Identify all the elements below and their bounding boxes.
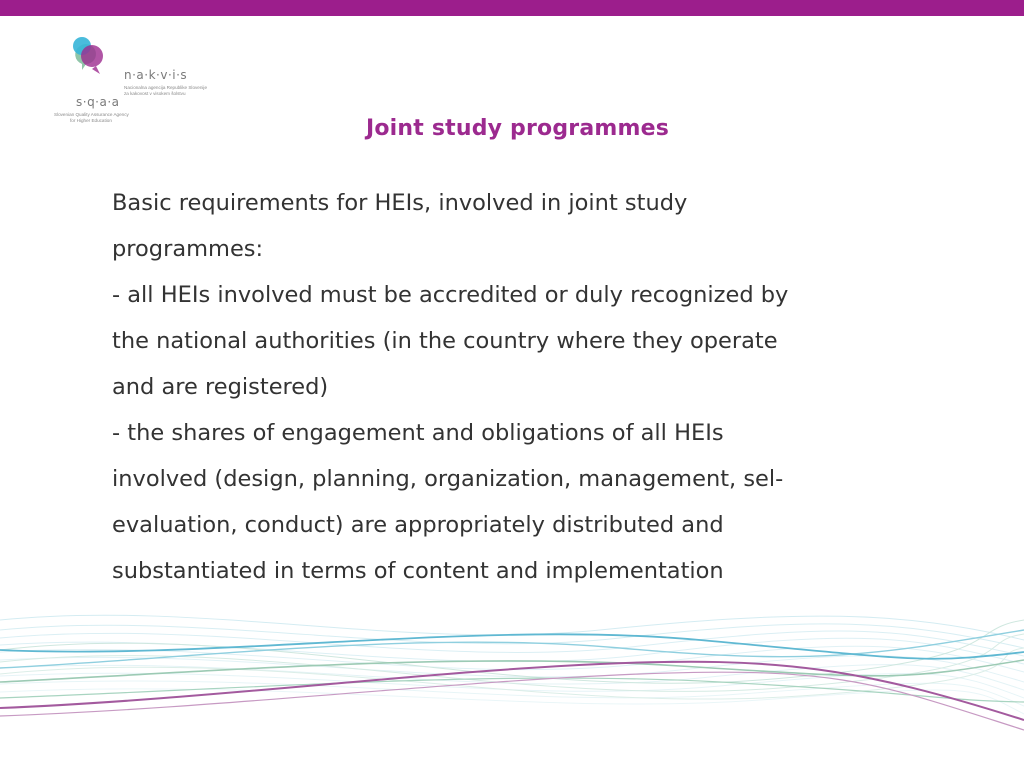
speech-bubbles-icon (66, 34, 126, 80)
body-line: programmes: (112, 236, 264, 262)
logo-sqaa-text: s·q·a·a (76, 95, 120, 109)
body-line: the national authorities (in the country where they operate (112, 328, 778, 354)
body-line: - all HEIs involved must be accredited or duly recognized by (112, 282, 789, 308)
body-line: involved (design, planning, organization, management, sel- (112, 466, 784, 492)
body-line: evaluation, conduct) are appropriately distributed and (112, 512, 724, 538)
logo-sqaa-subtitle-1: Slovenian Quality Assurance Agency (54, 112, 129, 117)
top-accent-bar (0, 0, 1024, 16)
body-line: - the shares of engagement and obligations of all HEIs (112, 420, 724, 446)
body-line: and are registered) (112, 374, 329, 400)
nakvis-logo (26, 34, 207, 129)
logo-sqaa-subtitle-2: for Higher Education (70, 118, 112, 123)
slide-body (112, 180, 902, 594)
logo-nakvis-text: n·a·k·v·i·s (124, 68, 188, 82)
body-line: substantiated in terms of content and implementation (112, 558, 724, 584)
logo-nakvis-subtitle-2: za kakovost v visokem šolstvu (124, 91, 186, 96)
slide-title: Joint study programmes (365, 116, 670, 141)
decorative-waves (0, 590, 1024, 768)
logo-nakvis-subtitle-1: Nacionalna agencija Republike Slovenije (124, 85, 207, 90)
body-line: Basic requirements for HEIs, involved in joint study (112, 190, 688, 216)
